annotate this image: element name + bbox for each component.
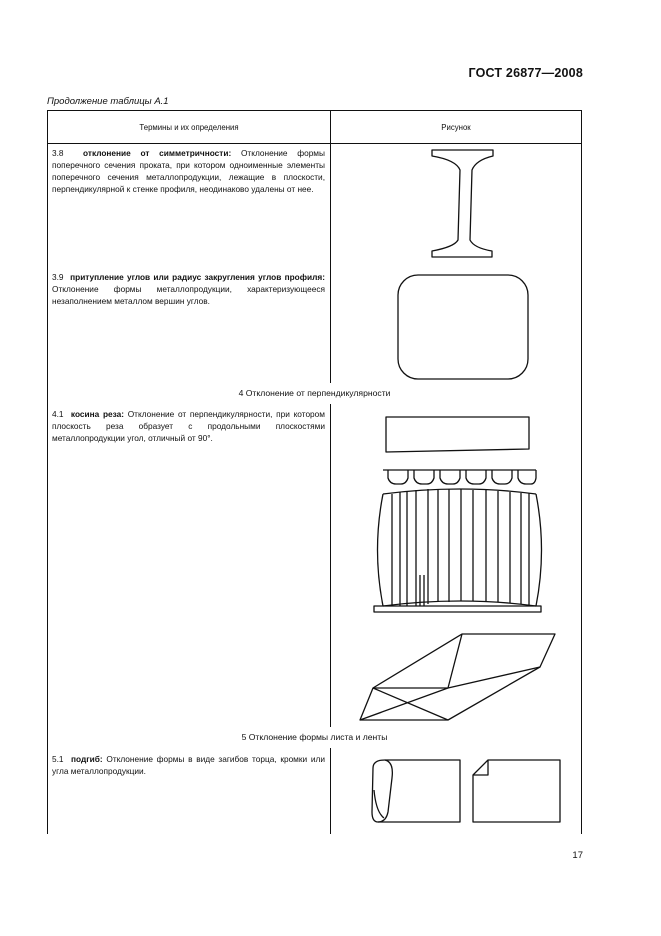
standard-code: ГОСТ 26877—2008 — [468, 66, 583, 80]
entry-number: 4.1 — [52, 409, 64, 419]
entry-term: притупление углов или радиус закругления углов профиля: — [70, 272, 325, 282]
table-continuation-label: Продолжение таблицы А.1 — [47, 96, 169, 107]
profile-stack-figure — [374, 489, 542, 612]
section-5-heading: 5 Отклонение формы листа и ленты — [241, 732, 388, 742]
column-header-terms: Термины и их определения — [139, 123, 239, 132]
entry-definition: Отклонение от перпендикулярности, при котором плоскость реза образует с продольными плоскостями металлопродукции угол, отличный от 90°. — [52, 409, 325, 444]
bevel-cut-block-figure — [386, 417, 529, 452]
entry-definition: Отклонение формы металлопродукции, характеризующееся незаполнением металлом вершин углов. — [52, 284, 325, 307]
rounded-corners-profile-figure — [398, 275, 528, 379]
asymmetric-i-beam-figure — [432, 150, 493, 257]
entry-term: косина реза: — [70, 409, 125, 419]
entry-number: 5.1 — [52, 754, 64, 764]
page-number: 17 — [572, 850, 583, 861]
entry-term: отклонение от симметричности: — [83, 148, 232, 158]
section-4-heading: 4 Отклонение от перпендикулярности — [238, 388, 391, 398]
beveled-bar-figure — [360, 634, 555, 720]
column-header-figure: Рисунок — [441, 123, 471, 132]
entry-term: подгиб: — [70, 754, 103, 764]
comb-strip-figure — [383, 470, 536, 484]
entry-number: 3.8 — [52, 148, 64, 158]
entry-definition: Отклонение формы в виде загибов торца, кромки или угла металлопродукции. — [52, 754, 325, 777]
entry-number: 3.9 — [52, 272, 64, 282]
bent-corner-sheet-figure — [473, 760, 560, 822]
bent-edge-sheet-figure — [372, 760, 460, 822]
entry-definition: Отклонение формы поперечного сечения проката, при котором одноименные элементы поперечного сечения металлопродукции, лежащие в плоскости, перпендикулярной к стенке профиля, неодинаково удалены от нее. — [52, 148, 325, 195]
